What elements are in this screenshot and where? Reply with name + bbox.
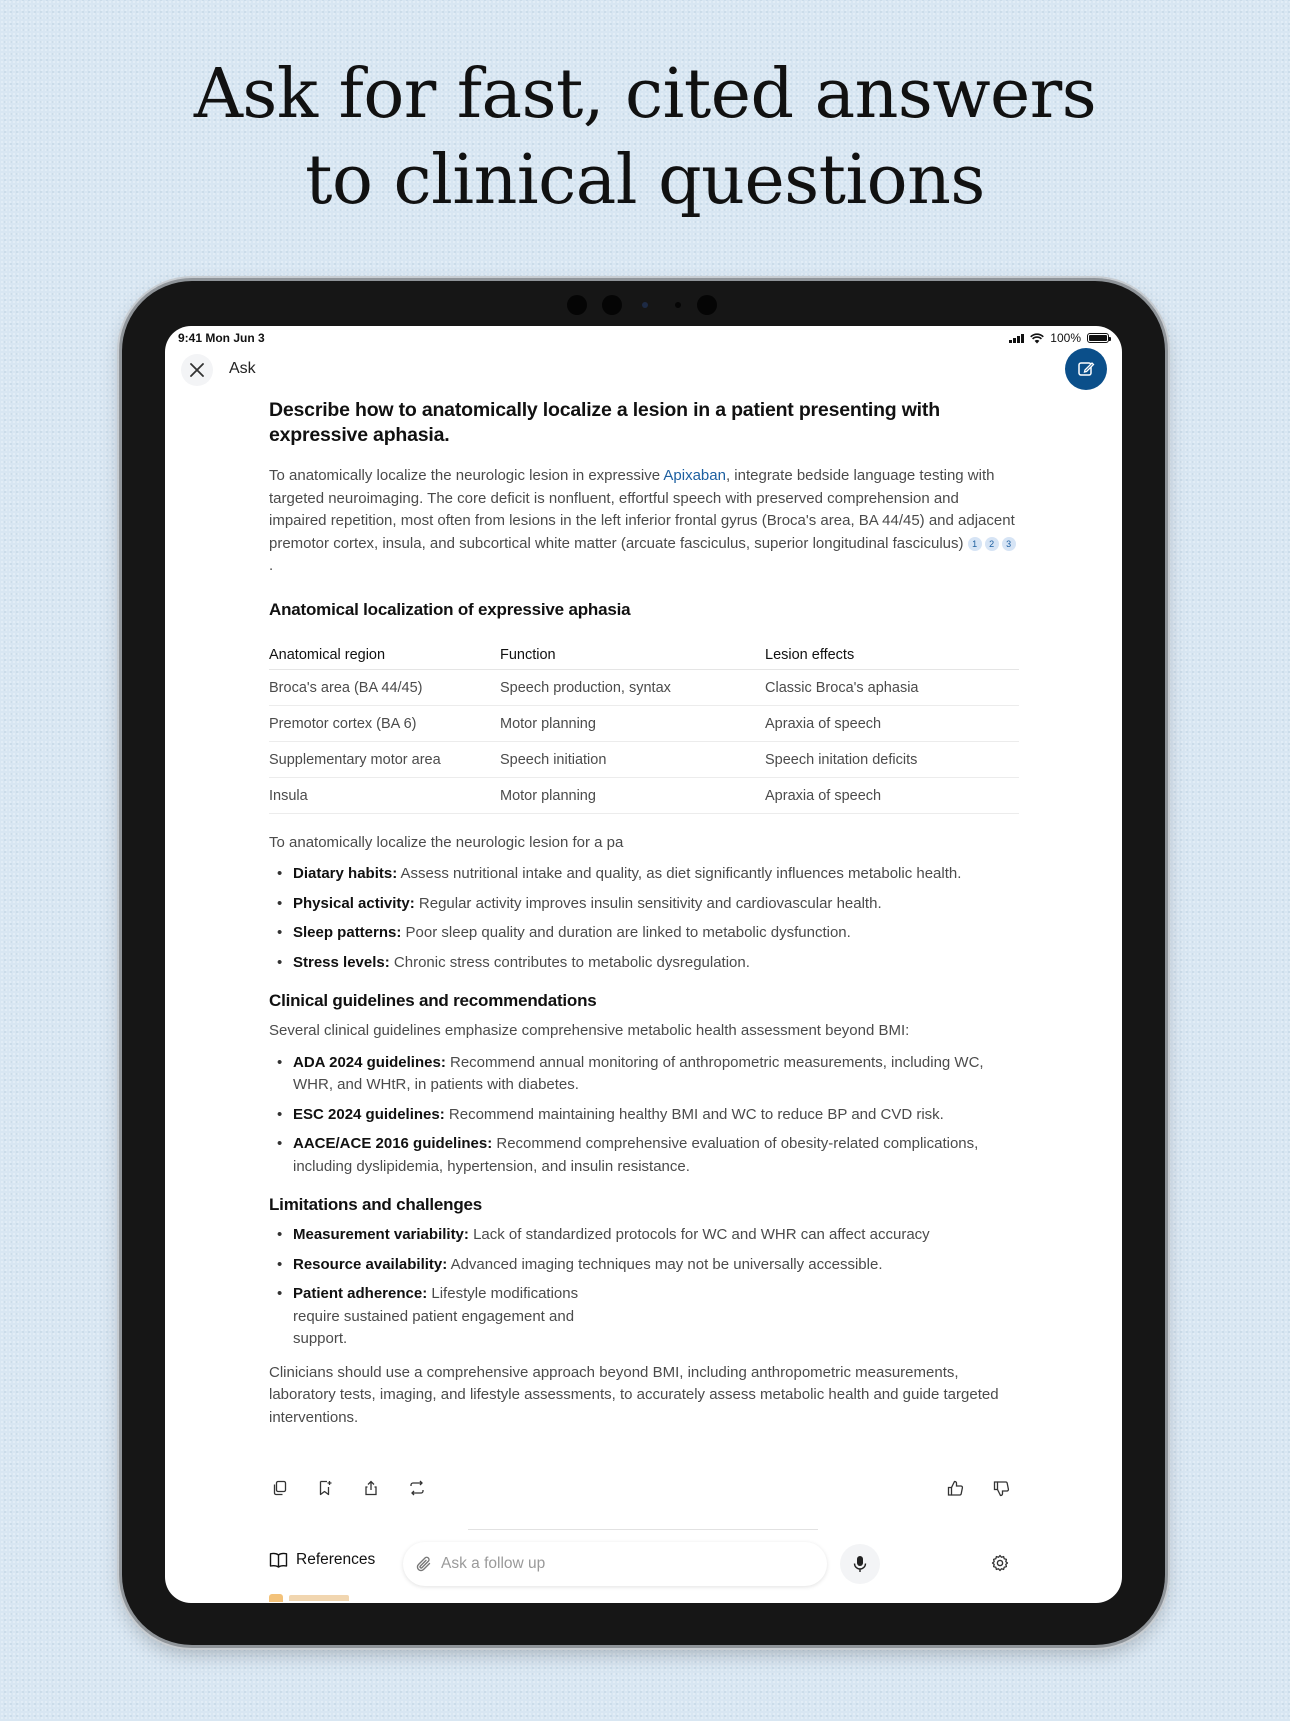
list-text: Lack of standardized protocols for WC and WHR can affect accuracy — [468, 1226, 930, 1243]
localization-table — [269, 638, 1019, 814]
battery-percent: 100% — [1050, 331, 1081, 345]
headline-line-2: to clinical questions — [305, 141, 985, 220]
section-heading: Clinical guidelines and recommendations — [269, 991, 597, 1010]
table-row — [269, 777, 1019, 813]
intro-paragraph — [269, 465, 1019, 578]
cellular-signal-icon — [1009, 333, 1024, 343]
divider — [468, 1529, 818, 1530]
table-header-row — [269, 638, 1019, 670]
microphone-icon — [853, 1555, 867, 1573]
bookmark-icon — [317, 1480, 333, 1496]
table-cell: Premotor cortex (BA 6) — [269, 705, 500, 741]
citation-badge[interactable]: 1 — [968, 537, 982, 551]
list-text: Recommend comprehensive evaluation of obesity-related complications, including dyslipidemia, hypertension, and insulin resistance. — [293, 1135, 979, 1175]
list-text: Recommend annual monitoring of anthropometric measurements, including WC, WHR, and WHtR, in patients with diabetes. — [293, 1053, 984, 1093]
column-header: Function — [500, 638, 765, 670]
list-term: Stress levels: — [293, 953, 390, 971]
list-text: Advanced imaging techniques may not be universally accessible. — [447, 1255, 883, 1273]
answer-actions — [269, 1477, 1009, 1501]
column-header: Anatomical region — [269, 638, 500, 670]
list-term: AACE/ACE 2016 guidelines: — [293, 1135, 493, 1152]
table-cell: Motor planning — [500, 705, 765, 741]
camera-dot — [697, 295, 717, 315]
list-item — [269, 952, 1019, 975]
guidelines-list — [269, 1052, 1019, 1179]
list-term: Sleep patterns: — [293, 924, 402, 941]
list-term: Diatary habits: — [293, 865, 398, 882]
ask-input[interactable] — [441, 1555, 771, 1573]
list-item — [269, 1052, 1019, 1097]
book-icon — [269, 1552, 288, 1568]
references-button[interactable] — [269, 1551, 375, 1569]
thumbs-down-button[interactable] — [990, 1477, 1012, 1499]
answer-content — [269, 398, 1019, 1429]
intro-text: To anatomically localize the neurologic lesion in expressive — [269, 467, 664, 484]
page-title: Ask — [229, 360, 256, 377]
list-item — [269, 1104, 1019, 1127]
list-term: Physical activity: — [293, 894, 415, 912]
section-heading: Limitations and challenges — [269, 1195, 483, 1214]
section-heading: Anatomical localization of expressive aphasia — [269, 599, 631, 619]
references-label: References — [296, 1551, 376, 1568]
table-row — [269, 705, 1019, 741]
list-text: Regular activity improves insulin sensitivity and cardiovascular health. — [414, 894, 882, 912]
gear-icon — [991, 1554, 1009, 1572]
list-term: Measurement variability: — [293, 1226, 469, 1243]
settings-button[interactable] — [988, 1551, 1012, 1575]
list-item — [269, 863, 1019, 886]
table-cell: Motor planning — [500, 777, 765, 813]
table-cell: Speech initiation — [500, 741, 765, 777]
table-cell: Apraxia of speech — [765, 777, 1019, 813]
top-bar — [165, 348, 1122, 392]
share-icon — [363, 1480, 379, 1496]
lifestyle-list — [269, 863, 1019, 974]
camera-dot — [602, 295, 622, 315]
list-term: ADA 2024 guidelines: — [293, 1053, 446, 1071]
table-cell: Apraxia of speech — [765, 705, 1019, 741]
compose-icon — [1077, 360, 1095, 378]
status-right — [1009, 331, 1109, 345]
microphone-button[interactable] — [840, 1544, 880, 1584]
conclusion-paragraph: Clinicians should use a comprehensive approach beyond BMI, including anthropometric measurements, laboratory tests, imaging, and lifestyle assessments, to accurately assess metabolic health and guide targeted interventions. — [269, 1363, 999, 1426]
headline-line-1: Ask for fast, cited answers — [193, 55, 1097, 134]
camera-dot — [567, 295, 587, 315]
status-bar — [178, 331, 1109, 347]
lifestyle-lead: To anatomically localize the neurologic lesion for a pa — [269, 833, 624, 851]
list-item — [269, 1254, 1019, 1277]
question-text: Describe how to anatomically localize a lesion in a patient presenting with expressive aphasia. — [269, 399, 940, 446]
close-icon — [190, 363, 204, 377]
camera-sensor — [642, 302, 648, 308]
warning-icon — [269, 1594, 283, 1602]
bottom-bar — [165, 1538, 1122, 1588]
camera-sensor — [675, 302, 681, 308]
bookmark-button[interactable] — [314, 1477, 336, 1499]
list-text: Chronic stress contributes to metabolic dysregulation. — [389, 953, 750, 971]
table-row — [269, 669, 1019, 705]
inline-link[interactable]: Apixaban — [663, 467, 726, 484]
wifi-icon — [1030, 333, 1044, 344]
share-button[interactable] — [360, 1477, 382, 1499]
list-item — [269, 893, 1019, 916]
list-term: Resource availability: — [293, 1255, 448, 1273]
table-row — [269, 741, 1019, 777]
thumbs-up-icon — [947, 1480, 964, 1497]
marketing-headline — [0, 52, 1290, 224]
regenerate-icon — [409, 1480, 425, 1496]
ask-follow-up-box — [403, 1542, 827, 1586]
battery-icon — [1087, 333, 1109, 343]
list-item — [269, 1133, 1019, 1178]
close-button[interactable] — [181, 354, 213, 386]
paperclip-icon[interactable] — [415, 1555, 433, 1573]
list-text: Poor sleep quality and duration are linked to metabolic dysfunction. — [401, 924, 851, 941]
intro-end: . — [269, 557, 274, 574]
list-term: Patient adherence: — [293, 1285, 428, 1302]
column-header: Lesion effects — [765, 638, 1019, 670]
list-item — [269, 922, 1019, 945]
clipped-text — [289, 1595, 349, 1601]
list-text: Assess nutritional intake and quality, as diet significantly influences metabolic health. — [397, 865, 962, 882]
regenerate-button[interactable] — [406, 1477, 428, 1499]
list-text: Lifestyle modifications require sustained patient engagement and support. — [293, 1285, 579, 1347]
intro-text: , integrate bedside language testing with targeted neuroimaging. The core deficit is nonfluent, effortful speech with preserved comprehension and impaired repetition, most often from lesions in the left inferior frontal gyrus (Broca's area, BA 44/45) and adjacent premotor cortex, insula, and subcortical white matter (arcuate fasciculus, superior longitudinal fasciculus) — [269, 467, 1015, 552]
table-cell: Broca's area (BA 44/45) — [269, 669, 500, 705]
copy-button[interactable] — [269, 1477, 291, 1499]
guidelines-lead: Several clinical guidelines emphasize comprehensive metabolic health assessment beyond BMI: — [269, 1022, 910, 1039]
citation-badge[interactable]: 2 — [985, 537, 999, 551]
table-cell: Classic Broca's aphasia — [765, 669, 1019, 705]
list-text: Recommend maintaining healthy BMI and WC to reduce BP and CVD risk. — [444, 1105, 944, 1123]
thumbs-up-button[interactable] — [944, 1477, 966, 1499]
table-cell: Speech initation deficits — [765, 741, 1019, 777]
thumbs-down-icon — [993, 1480, 1010, 1497]
limitations-list — [269, 1224, 1019, 1351]
list-item — [269, 1283, 599, 1351]
list-item — [269, 1224, 1019, 1247]
table-cell: Supplementary motor area — [269, 741, 500, 777]
table-cell: Speech production, syntax — [500, 669, 765, 705]
app-screen — [165, 326, 1122, 1603]
status-time: 9:41 Mon Jun 3 — [178, 331, 265, 345]
citation-badge[interactable]: 3 — [1002, 537, 1016, 551]
table-cell: Insula — [269, 777, 500, 813]
copy-icon — [272, 1480, 288, 1496]
new-chat-button[interactable] — [1065, 348, 1107, 390]
partially-hidden-row — [269, 1594, 349, 1602]
list-term: ESC 2024 guidelines: — [293, 1105, 445, 1123]
